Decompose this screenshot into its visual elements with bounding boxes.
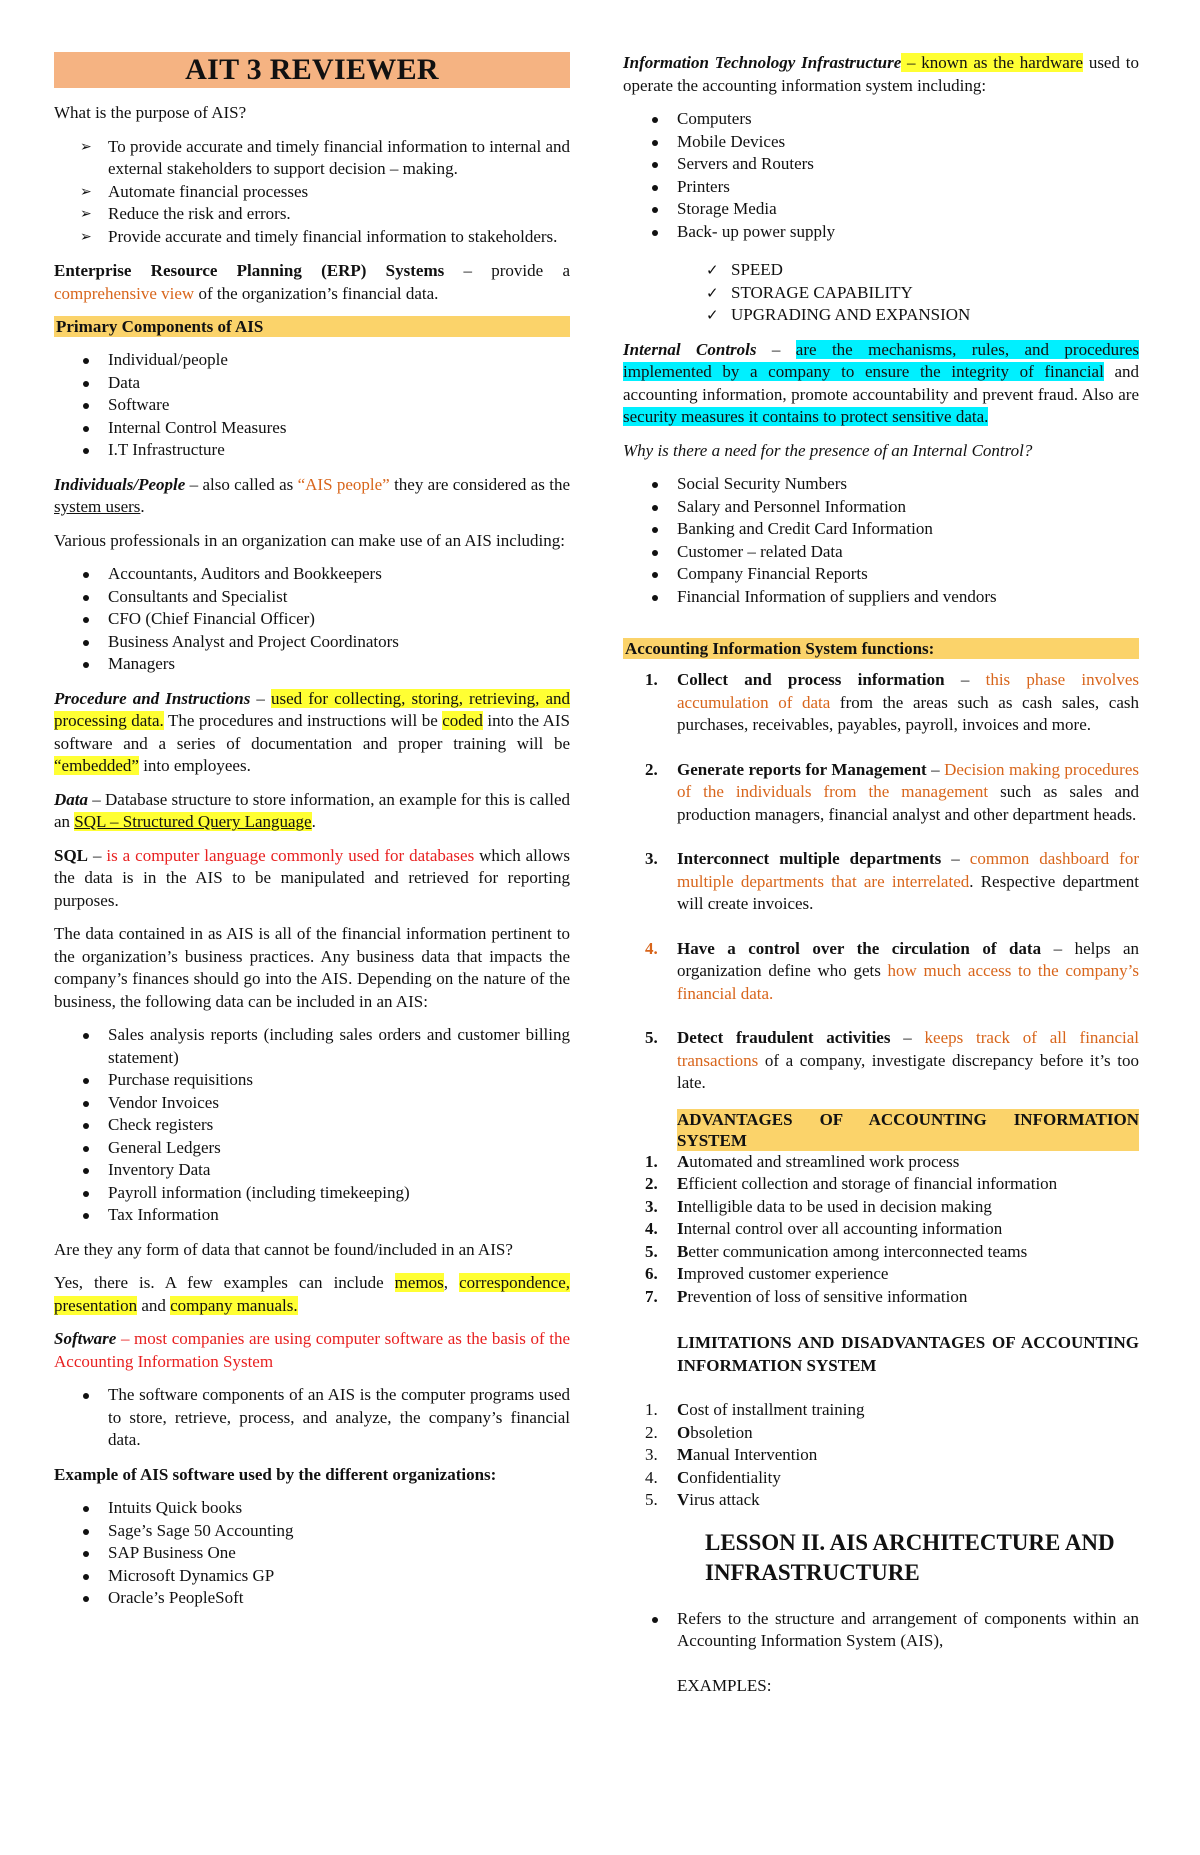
- list-item: ➢ Provide accurate and timely financial information to stakeholders.: [54, 226, 570, 249]
- primary-components-heading: Primary Components of AIS: [54, 316, 570, 337]
- list-item: ➢ Reduce the risk and errors.: [54, 203, 570, 226]
- arrow-bullet-icon: ➢: [80, 138, 92, 155]
- limitations-heading: LIMITATIONS AND DISADVANTAGES OF ACCOUNTING INFORMATION SYSTEM: [677, 1333, 1139, 1375]
- functions-heading: Accounting Information System functions:: [623, 638, 1139, 659]
- list-item: Payroll information (including timekeeping): [54, 1182, 570, 1205]
- software-examples-list: [54, 1497, 570, 1610]
- function-item: 3. Interconnect multiple departments – common dashboard for multiple departments that are interrelated. Respective department will create invoices.: [645, 849, 1139, 913]
- left-column: [54, 52, 570, 1622]
- bullet-icon: [83, 1123, 89, 1129]
- bullet-icon: [83, 381, 89, 387]
- procedure-paragraph: Procedure and Instructions – used for collecting, storing, retrieving, and processing data. The procedures and instructions will be coded into the AIS software and a series of documentation and proper training will be “embedded” into employees.: [54, 688, 571, 775]
- advantage-item: 6. Improved customer experience: [645, 1264, 889, 1283]
- bullet-icon: [83, 1596, 89, 1602]
- list-item: Business Analyst and Project Coordinators: [54, 631, 570, 654]
- checkmark-icon: ✓: [706, 306, 719, 324]
- bullet-icon: [652, 1617, 658, 1623]
- list-item: Vendor Invoices: [54, 1092, 570, 1115]
- list-item: SAP Business One: [54, 1542, 570, 1565]
- lesson-list: [623, 1608, 1139, 1653]
- list-item: Company Financial Reports: [623, 563, 1139, 586]
- advantages-list: [623, 1151, 1139, 1309]
- advantage-item: 1. Automated and streamlined work process: [645, 1151, 960, 1171]
- bullet-icon: [83, 448, 89, 454]
- bullet-icon: [83, 426, 89, 432]
- software-paragraph: Software – most companies are using computer software as the basis of the Accounting Information System: [54, 1329, 570, 1371]
- bullet-icon: [652, 572, 658, 578]
- list-item: Salary and Personnel Information: [623, 496, 1139, 519]
- limitation-item: 2. Obsoletion: [645, 1422, 753, 1442]
- list-item: Intuits Quick books: [54, 1497, 570, 1520]
- function-item: 5. Detect fraudulent activities – keeps track of all financial transactions of a company, investigate discrepancy before it’s too late.: [645, 1028, 1139, 1092]
- bullet-icon: [83, 572, 89, 578]
- individuals-paragraph: Individuals/People – also called as “AIS people” they are considered as the system users.: [54, 474, 570, 516]
- list-item: ✓ STORAGE CAPABILITY: [623, 282, 1139, 305]
- list-item: Back- up power supply: [623, 221, 1139, 244]
- check-list: [623, 259, 1139, 327]
- list-item: Mobile Devices: [623, 131, 1139, 154]
- professionals-list: [54, 563, 570, 676]
- bullet-icon: [652, 162, 658, 168]
- limitation-item: 1. Cost of installment training: [645, 1400, 865, 1419]
- bullet-icon: [652, 482, 658, 488]
- bullet-icon: [83, 1213, 89, 1219]
- list-item: Microsoft Dynamics GP: [54, 1565, 570, 1588]
- bullet-icon: [652, 550, 658, 556]
- bullet-icon: [83, 403, 89, 409]
- list-item: Oracle’s PeopleSoft: [54, 1587, 570, 1610]
- software-examples-heading: Example of AIS software used by the different organizations:: [54, 1464, 497, 1484]
- lesson-heading: LESSON II. AIS ARCHITECTURE AND INFRASTRUCTURE: [705, 1529, 1115, 1585]
- list-item: Internal Control Measures: [54, 417, 570, 440]
- checkmark-icon: ✓: [706, 261, 719, 279]
- bullet-icon: [83, 1191, 89, 1197]
- list-item: Sales analysis reports (including sales orders and customer billing statement): [54, 1024, 570, 1069]
- primary-components-list: [54, 349, 570, 462]
- list-item: Servers and Routers: [623, 153, 1139, 176]
- bullet-icon: [652, 505, 658, 511]
- erp-paragraph: Enterprise Resource Planning (ERP) Systems – provide a comprehensive view of the organization’s financial data.: [54, 261, 570, 303]
- internal-control-question: Why is there a need for the presence of an Internal Control?: [623, 440, 1033, 460]
- bullet-icon: [652, 185, 658, 191]
- bullet-icon: [83, 1033, 89, 1039]
- limitation-item: 5. Virus attack: [645, 1490, 760, 1509]
- list-item: Tax Information: [54, 1204, 570, 1227]
- purpose-question: What is the purpose of AIS?: [54, 103, 247, 122]
- functions-list: [623, 669, 1139, 1095]
- bullet-icon: [83, 1393, 89, 1399]
- internal-controls-paragraph: Internal Controls – are the mechanisms, rules, and procedures implemented by a company to ensure the integrity of financial and accounting information, promote accountability and prevent fraud. Also are security measures it contains to protect sensitive data.: [623, 339, 1139, 426]
- data-paragraph: Data – Database structure to store information, an example for this is called an SQL – Structured Query Language.: [54, 789, 570, 831]
- list-item: Banking and Credit Card Information: [623, 518, 1139, 541]
- advantages-heading-wrap: [623, 1109, 1139, 1151]
- software-list: [54, 1384, 570, 1452]
- document-title: AIT 3 REVIEWER: [54, 52, 570, 88]
- bullet-icon: [83, 1168, 89, 1174]
- list-item: Purchase requisitions: [54, 1069, 570, 1092]
- list-item: CFO (Chief Financial Officer): [54, 608, 570, 631]
- purpose-list: [54, 136, 570, 249]
- bullet-icon: [83, 1529, 89, 1535]
- data-items-list: [54, 1024, 570, 1227]
- list-item: Printers: [623, 176, 1139, 199]
- list-item: ✓ SPEED: [623, 259, 1139, 282]
- list-item: Software: [54, 394, 570, 417]
- bullet-icon: [83, 595, 89, 601]
- sensitive-data-list: [623, 473, 1139, 608]
- list-item: Sage’s Sage 50 Accounting: [54, 1520, 570, 1543]
- bullet-icon: [652, 595, 658, 601]
- advantage-item: 3. Intelligible data to be used in decision making: [645, 1196, 992, 1216]
- right-column: [623, 52, 1139, 1708]
- checkmark-icon: ✓: [706, 283, 719, 302]
- advantage-item: 5. Better communication among interconnected teams: [645, 1241, 1028, 1261]
- list-item: Inventory Data: [54, 1159, 570, 1182]
- list-item: Individual/people: [54, 349, 570, 372]
- bullet-icon: [83, 1078, 89, 1084]
- bullet-icon: [652, 117, 658, 123]
- advantage-item: 7. Prevention of loss of sensitive information: [645, 1286, 968, 1306]
- function-item: 1. Collect and process information – this phase involves accumulation of data from the areas such as cash sales, cash purchases, receivables, payables, payroll, invoices and more.: [645, 670, 1139, 734]
- it-hardware-list: [623, 108, 1139, 243]
- professionals-intro: Various professionals in an organization can make use of an AIS including:: [54, 530, 565, 550]
- advantage-item: 4. Internal control over all accounting information: [645, 1219, 1003, 1238]
- list-item: General Ledgers: [54, 1137, 570, 1160]
- list-item: Consultants and Specialist: [54, 586, 570, 609]
- bullet-icon: [83, 1574, 89, 1580]
- bullet-icon: [83, 640, 89, 646]
- list-item: Accountants, Auditors and Bookkeepers: [54, 563, 570, 586]
- list-item: ✓ UPGRADING AND EXPANSION: [623, 304, 1139, 327]
- advantages-heading: ADVANTAGES OF ACCOUNTING INFORMATION SYSTEM: [677, 1109, 1139, 1150]
- bullet-icon: [83, 617, 89, 623]
- bullet-icon: [83, 358, 89, 364]
- it-infrastructure-paragraph: Information Technology Infrastructure – known as the hardware used to operate the accounting information system including:: [623, 53, 1139, 95]
- limitation-item: 3. Manual Intervention: [645, 1445, 818, 1464]
- list-item: Computers: [623, 108, 1139, 131]
- arrow-bullet-icon: ➢: [80, 228, 92, 245]
- list-item: Managers: [54, 653, 570, 676]
- list-item: Refers to the structure and arrangement of components within an Accounting Information System (AIS),: [623, 1608, 1139, 1653]
- list-item: The software components of an AIS is the computer programs used to store, retrieve, process, and analyze, the company’s financial data.: [54, 1384, 570, 1452]
- list-item: Customer – related Data: [623, 541, 1139, 564]
- limitation-item: 4. Confidentiality: [645, 1467, 781, 1487]
- sql-paragraph: SQL – is a computer language commonly used for databases which allows the data is in the AIS to be manipulated and retrieved for reporting purposes.: [54, 845, 571, 910]
- cannot-include-answer: Yes, there is. A few examples can include memos, correspondence, presentation and company manuals.: [54, 1273, 571, 1315]
- list-item: ➢ To provide accurate and timely financial information to internal and external stakeholders to support decision – making.: [80, 136, 570, 178]
- bullet-icon: [652, 207, 658, 213]
- list-item: Data: [54, 372, 570, 395]
- bullet-icon: [652, 527, 658, 533]
- advantage-item: 2. Efficient collection and storage of financial information: [645, 1174, 1058, 1193]
- examples-label: EXAMPLES:: [677, 1675, 772, 1695]
- function-item: 2. Generate reports for Management – Decision making procedures of the individuals from the management such as sales and production managers, financial analyst and other department heads.: [645, 759, 1140, 824]
- bullet-icon: [83, 1506, 89, 1512]
- bullet-icon: [652, 230, 658, 236]
- cannot-include-question: Are they any form of data that cannot be found/included in an AIS?: [54, 1239, 513, 1259]
- list-item: Social Security Numbers: [623, 473, 1139, 496]
- bullet-icon: [652, 140, 658, 146]
- data-contents-paragraph: The data contained in as AIS is all of the financial information pertinent to the organization’s business practices. Any business data that impacts the company’s finances should go into the AIS. Depending on the nature of the business, the following data can be included in an AIS:: [54, 924, 570, 1011]
- bullet-icon: [83, 1101, 89, 1107]
- list-item: I.T Infrastructure: [54, 439, 570, 462]
- list-item: Check registers: [54, 1114, 570, 1137]
- bullet-icon: [83, 1146, 89, 1152]
- function-item: 4. Have a control over the circulation of data – helps an organization define who gets how much access to the company’s financial data.: [645, 938, 1140, 1003]
- arrow-bullet-icon: ➢: [80, 206, 92, 222]
- bullet-icon: [83, 662, 89, 668]
- list-item: ➢ Automate financial processes: [54, 181, 570, 204]
- bullet-icon: [83, 1551, 89, 1557]
- arrow-bullet-icon: ➢: [80, 183, 92, 200]
- list-item: Financial Information of suppliers and vendors: [623, 586, 1139, 609]
- list-item: Storage Media: [623, 198, 1139, 221]
- limitations-list: [623, 1399, 1139, 1512]
